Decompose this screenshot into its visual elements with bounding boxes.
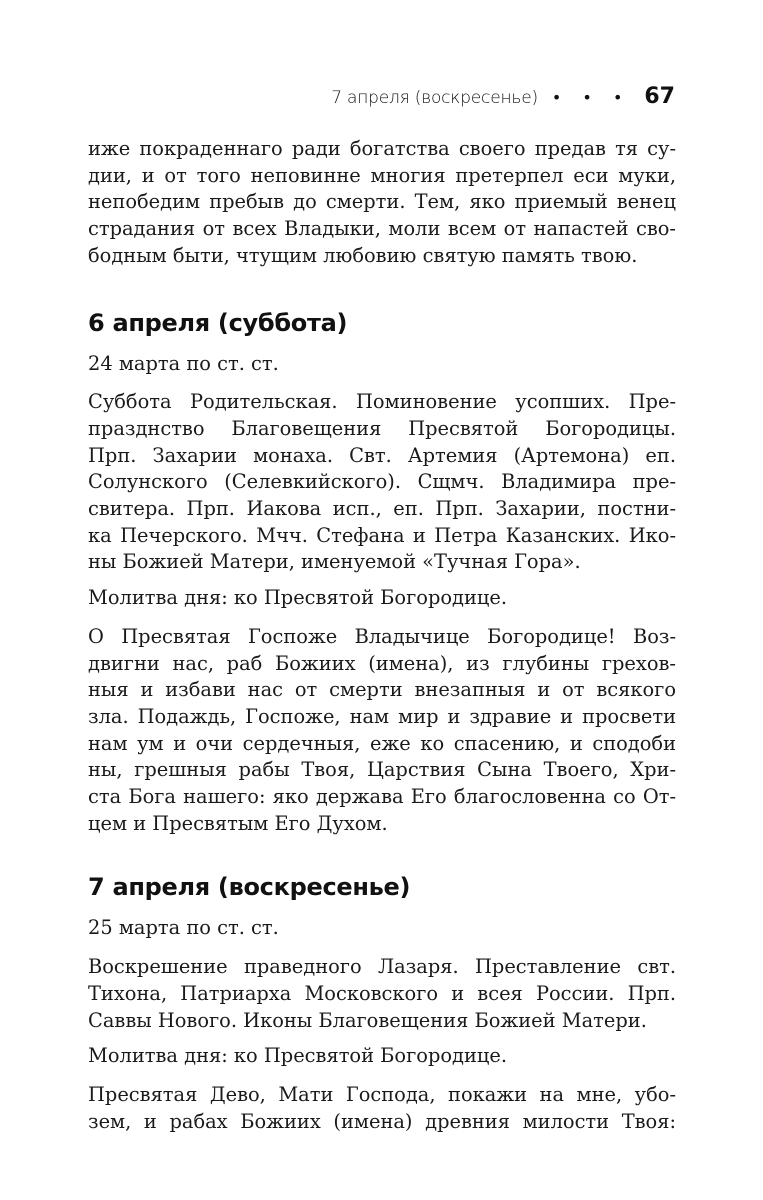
prayer-label: Молитва дня: ко Пресвятой Богородице. [88, 586, 508, 610]
old-style-date: 25 марта по ст. ст. [88, 916, 279, 940]
commemoration-paragraph [88, 954, 676, 1034]
text-line: Прп. Захарии монаха. Свт. Артемия (Артемона) еп. [88, 443, 676, 467]
text-line: Тихона, Патриарха Московского и всея России. Прп. [88, 981, 676, 1005]
text-line: Суббота Родительская. Поминовение усопших. Пре- [88, 390, 676, 414]
commemoration-paragraph [88, 389, 676, 576]
text-line: ка Печерского. Мчч. Стефана и Петра Казанских. Ико- [88, 523, 676, 547]
text-line: цем и Пресвятым Его Духом. [88, 811, 388, 835]
page-number: 67 [644, 84, 675, 109]
text-line: нам ум и очи сердечныя, еже ко спасению, и сподоби [88, 731, 676, 755]
text-line: зем, и рабах Божиих (имена) древния милости Твоя: [88, 1109, 676, 1133]
text-line: дии, и от того неповинне многия претерпел еси муки, [88, 163, 676, 187]
prayer-label: Молитва дня: ко Пресвятой Богородице. [88, 1044, 508, 1068]
prayer-paragraph [88, 1082, 676, 1135]
text-line: Саввы Нового. Иконы Благовещения Божией Матери. [88, 1008, 647, 1032]
old-style-date: 24 марта по ст. ст. [88, 351, 279, 375]
intro-paragraph [88, 136, 676, 270]
text-line: празднство Благовещения Пресвятой Богородицы. [88, 416, 676, 440]
text-line: ны Божией Матери, именуемой «Тучная Гора». [88, 550, 581, 574]
text-line: свитера. Прп. Иакова исп., еп. Прп. Захарии, постни- [88, 497, 676, 521]
text-line: Пресвятая Дево, Мати Господа, покажи на мне, убо- [88, 1082, 676, 1106]
day-heading-april-6: 6 апреля (суббота) [88, 308, 348, 337]
running-header-dots: • • • [551, 88, 631, 107]
text-line: Солунского (Селевкийского). Сщмч. Владимира пре- [88, 470, 676, 494]
text-line: зла. Подаждь, Госпоже, нам мир и здравие и просвети [88, 704, 676, 728]
prayer-paragraph [88, 624, 676, 838]
text-line: непобедим пребыв до смерти. Тем, яко приемый венец [88, 190, 676, 214]
text-line: двигни нас, раб Божиих (имена), из глубины грехов- [88, 651, 676, 675]
text-line: ны, грешныя рабы Твоя, Царствия Сына Твоего, Хри- [88, 758, 676, 782]
text-line: иже покраденнаго ради богатства своего предав тя су- [88, 137, 676, 160]
running-header-title: 7 апреля (воскресенье) [331, 88, 538, 108]
text-line: ныя и избави нас от смерти внезапныя и от всякого [88, 678, 676, 702]
text-line: О Пресвятая Госпоже Владычице Богородице! Воз- [88, 624, 676, 648]
text-line: бодным быти, чтущим любовию святую память твою. [88, 243, 638, 267]
running-header [331, 84, 675, 109]
text-line: ста Бога нашего: яко держава Его благословенна со От- [88, 785, 676, 809]
day-heading-april-7: 7 апреля (воскресенье) [88, 873, 411, 902]
text-line: Воскрешение праведного Лазаря. Преставление свт. [88, 955, 676, 979]
page-body [88, 136, 676, 1135]
text-line: страдания от всех Владыки, моли всем от напастей сво- [88, 217, 676, 241]
